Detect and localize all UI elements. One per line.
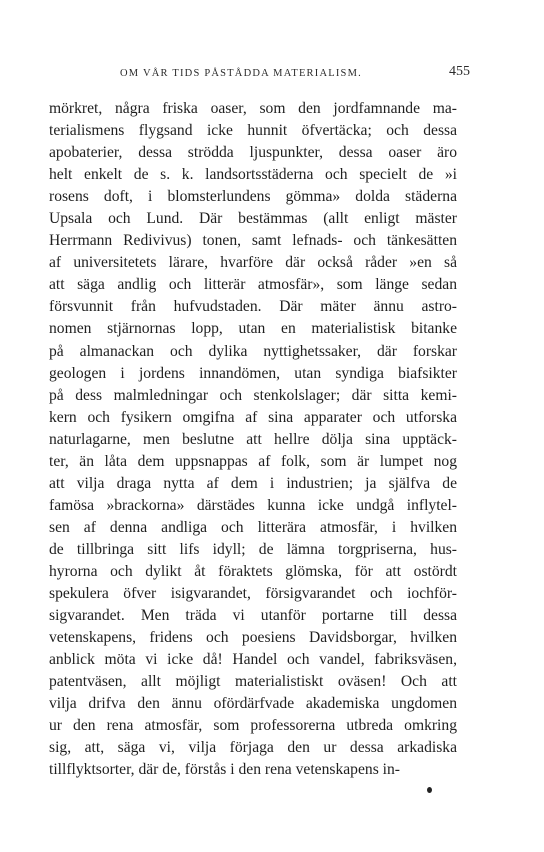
text-line: på almanackan och dylika nyttighetssaker, där forskar: [49, 342, 457, 360]
text-line: af universitetets lärare, hvarföre där också råder »en så: [49, 254, 457, 272]
text-line: Upsala och Lund. Där bestämmas (allt enligt mäster: [49, 210, 457, 228]
text-line: att vilja draga nytta af dem i industrien; ja själfva de: [49, 474, 457, 492]
text-line: sig, att, säga vi, vilja förjaga den ur dessa arkadiska: [49, 739, 457, 757]
text-line: geologen i jordens innandömen, utan syndiga biafsikter: [49, 364, 457, 382]
text-line: de tillbringa sitt lifs idyll; de lämna torgpriserna, hus-: [49, 540, 457, 558]
text-line: helt enkelt de s. k. landsortsstäderna och specielt de »i: [49, 166, 457, 184]
text-line: ur den rena atmosfär, som professorerna utbreda omkring: [49, 717, 457, 735]
text-line: Herrmann Redivivus) tonen, samt lefnads- och tänkesätten: [49, 232, 457, 250]
text-line: försvunnit från hufvudstaden. Där mäter ännu astro-: [49, 298, 457, 316]
text-line: anblick möta vi icke då! Handel och vandel, fabriksväsen,: [49, 651, 457, 669]
text-line: sen af denna andliga och litterära atmosfär, i hvilken: [49, 518, 457, 536]
text-line: apobaterier, dessa strödda ljuspunkter, dessa oaser äro: [49, 144, 457, 162]
text-line: att säga andlig och litterär atmosfär», som länge sedan: [49, 276, 457, 294]
text-line: terialismens flygsand icke hunnit öfvertäcka; och dessa: [49, 122, 457, 140]
text-line: patentväsen, allt möjligt materialistiskt oväsen! Och att: [49, 673, 457, 691]
text-line: på dess malmledningar och stenkolslager; där sitta kemi-: [49, 386, 457, 404]
text-line: famösa »brackorna» därstädes kunna icke undgå inflytel-: [49, 496, 457, 514]
text-line: hyrorna och dylikt åt föraktets glömska, för att ostördt: [49, 562, 457, 580]
text-line: sigvarandet. Men träda vi utanför portarne till dessa: [49, 607, 457, 625]
running-header: [70, 64, 470, 84]
text-line: mörkret, några friska oaser, som den jordfamnande ma-: [49, 100, 457, 117]
ink-speck: [427, 787, 432, 793]
text-line: naturlagarne, men beslutne att hellre dölja sina upptäck-: [49, 430, 457, 448]
text-line: kern och fysikern omgifna af sina apparater och utforska: [49, 408, 457, 426]
body-text: [49, 98, 457, 781]
text-line: vilja drifva den ännu ofördärfvade akademiska ungdomen: [49, 695, 457, 713]
text-line: nomen stjärnornas lopp, utan en materialistisk bitanke: [49, 320, 457, 338]
text-line: rosens doft, i blomsterlundens gömma» dolda städerna: [49, 188, 457, 206]
text-line: vetenskapens, fridens och poesiens Davidsborgar, hvilken: [49, 629, 457, 647]
text-line: tillflyktsorter, där de, förstås i den rena vetenskapens in-: [49, 761, 400, 779]
text-line: spekulera öfver isigvarandet, försigvarandet och iochför-: [49, 585, 457, 603]
page-number: 455: [449, 64, 470, 79]
text-line: ter, än låta dem uppsnappas af folk, som är lumpet nog: [49, 452, 457, 470]
running-title: OM VÅR TIDS PÅSTÅDDA MATERIALISM.: [120, 68, 362, 79]
